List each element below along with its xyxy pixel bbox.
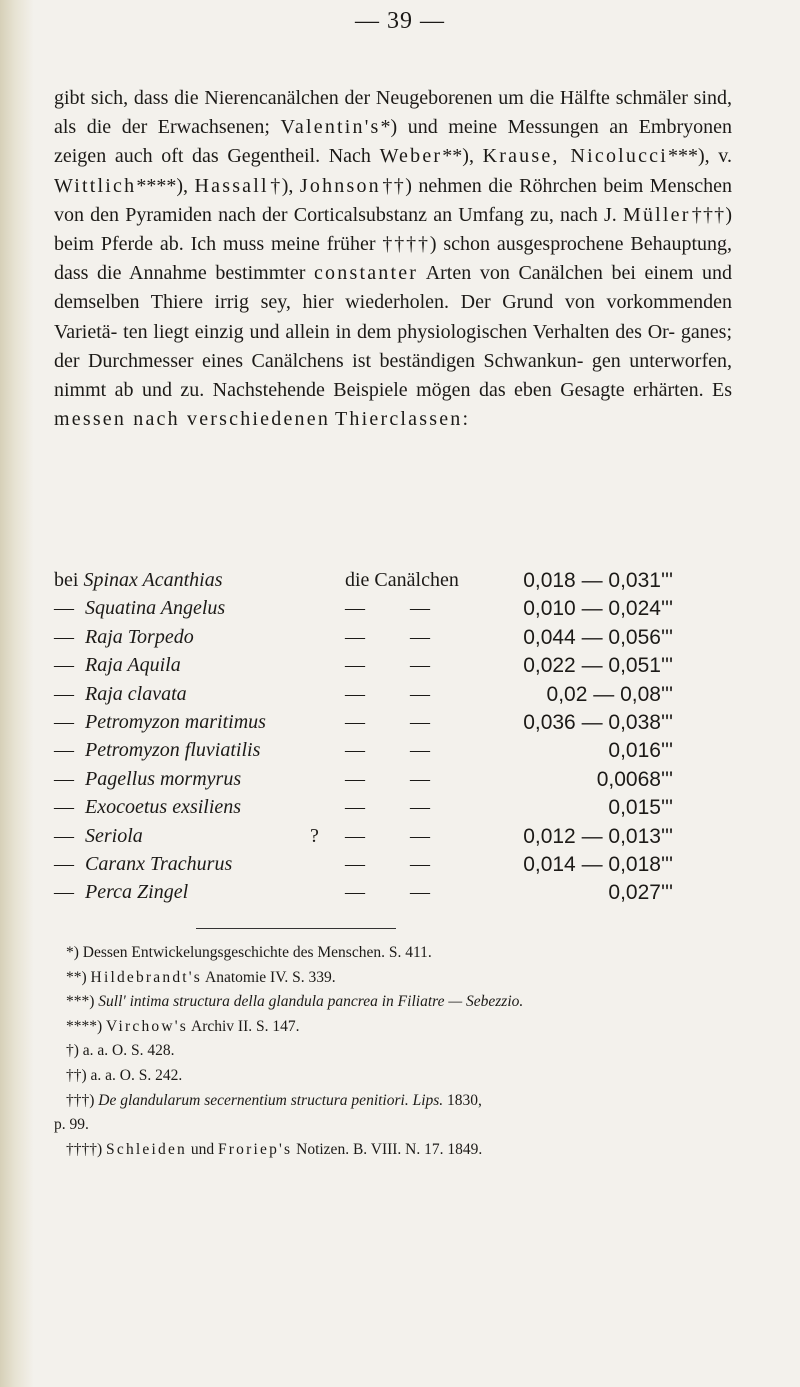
footnote-ref: ***), v. [668, 145, 733, 168]
row-prefix: — [54, 625, 74, 648]
ditto-mark: — [345, 739, 365, 762]
canal-label [345, 626, 430, 649]
ditto-mark: — [345, 824, 365, 847]
footnote-marker: ***) [66, 993, 95, 1011]
row-prefix: — [54, 597, 74, 620]
ditto-mark: — [345, 852, 365, 875]
canal-label [345, 825, 430, 848]
footnote-divider [196, 928, 396, 929]
row-prefix: — [54, 739, 74, 762]
text-line: meine Messungen an Embryonen zeigen auch oft das Gegentheil. [54, 116, 733, 168]
measurement-value: 0,010 — 0,024''' [523, 597, 673, 621]
author-name: Johnson [299, 174, 381, 197]
canal-label [345, 739, 430, 762]
text-line: ganes; der Durchmesser eines Canälchens ist beständigen Schwankun- [54, 320, 733, 372]
author-name: Wittlich [54, 174, 137, 197]
measurement-value: 0,044 — 0,056''' [523, 625, 673, 649]
footnote-title: Sull' intima structura della glandula pancrea in Filiatre — Sebezzio. [98, 993, 524, 1011]
author-name: Müller [622, 203, 691, 226]
emphasis-phrase: Thierclassen: [335, 408, 471, 431]
footnote-ref: ****), [136, 174, 189, 197]
table-row [54, 881, 732, 909]
row-prefix: — [54, 852, 74, 875]
species-name: Petromyzon fluviatilis [85, 739, 261, 762]
ditto-mark: — [410, 739, 430, 762]
footnote-text: Anatomie IV. S. 339. [205, 968, 336, 986]
ditto-mark: — [410, 625, 430, 648]
measurement-value: 0,018 — 0,031''' [523, 569, 673, 592]
species-cell [54, 825, 143, 848]
ditto-mark: — [410, 824, 430, 847]
canal-label [345, 597, 430, 620]
main-paragraph [54, 84, 732, 434]
ditto-mark: — [410, 597, 430, 620]
species-cell [54, 626, 194, 649]
author-name: Valentin's [280, 116, 381, 139]
species-cell [54, 739, 260, 762]
text-line: Hälfte schmäler sind, als die der Erwachsenen; [54, 87, 733, 139]
footnote-author: Hildebrandt's [90, 968, 203, 986]
row-prefix: — [54, 824, 74, 847]
emphasis-word: constanter [313, 262, 419, 285]
measurement-value: 0,036 — 0,038''' [523, 710, 673, 734]
species-name: Raja clavata [85, 682, 187, 705]
species-cell [54, 569, 223, 592]
species-cell [54, 683, 187, 706]
measurement-value: 0,015''' [608, 796, 673, 820]
footnote [66, 1138, 732, 1163]
page-number: — 39 — [355, 8, 445, 34]
ditto-mark: — [410, 710, 430, 733]
ditto-mark: — [345, 682, 365, 705]
footnote-title: De glandularum secernentium structura penitiori. Lips. [98, 1091, 444, 1109]
footnote [66, 990, 732, 1015]
text-span: Arten von Canälchen bei einem und demselben Thiere [54, 262, 732, 314]
species-cell [54, 711, 266, 734]
canal-label [345, 853, 430, 876]
row-prefix: — [54, 682, 74, 705]
row-prefix: — [54, 710, 74, 733]
table-row [54, 768, 732, 796]
table-row [54, 796, 732, 824]
question-mark: ? [310, 824, 319, 847]
species-name: Squatina Angelus [85, 597, 226, 620]
footnote-author: Virchow's [106, 1017, 188, 1035]
species-cell [54, 768, 241, 791]
canal-label [345, 654, 430, 677]
canal-label [345, 569, 459, 592]
author-name: Hassall [194, 174, 269, 197]
text-line: ten liegt einzig und allein in dem physiologischen Verhalten des Or- [123, 320, 676, 343]
ditto-mark: — [345, 796, 365, 819]
footnote-ref: *) und [380, 116, 438, 139]
measurement-value: 0,016''' [608, 739, 673, 763]
author-name: Krause, Nicolucci [482, 145, 669, 168]
ditto-mark: — [410, 654, 430, 677]
emphasis-phrase: messen nach verschiedenen [54, 408, 331, 431]
footnote-marker: †) a. a. O. S. 428. [66, 1042, 175, 1060]
footnote-marker: ****) [66, 1017, 103, 1035]
text-span: J. [603, 203, 617, 226]
species-name: Exocoetus exsiliens [85, 796, 242, 819]
ditto-mark: — [345, 710, 365, 733]
ditto-mark: — [410, 852, 430, 875]
canal-label [345, 683, 430, 706]
measurement-value: 0,022 — 0,051''' [523, 654, 673, 678]
row-prefix: — [54, 881, 74, 904]
measurements-table [54, 569, 732, 910]
species-name: Raja Torpedo [85, 625, 194, 648]
species-name: Seriola [85, 824, 143, 847]
ditto-mark: — [410, 881, 430, 904]
ditto-mark: — [345, 654, 365, 677]
text-span: †††) beim Pferde ab. Ich muss meine früher ††††) [54, 203, 732, 256]
text-line: irrig sey, hier wiederholen. Der Grund von vorkommenden Varietä- [54, 291, 733, 343]
species-name: Perca Zingel [85, 881, 189, 904]
footnote [66, 1015, 732, 1040]
ditto-mark: — [410, 796, 430, 819]
footnote-author: Froriep's [217, 1140, 293, 1158]
canal-label [345, 881, 430, 904]
footnote [66, 1089, 732, 1114]
text-line: gibt sich, dass die Nierencanälchen der Neugeborenen um die [54, 87, 555, 109]
table-row [54, 825, 732, 853]
canal-label [345, 796, 430, 819]
measurement-value: 0,0068''' [596, 767, 673, 791]
row-prefix: — [54, 796, 74, 819]
ditto-mark: — [410, 767, 430, 790]
species-name: Raja Aquila [85, 654, 181, 677]
footnote-text: und [190, 1140, 215, 1158]
footnote [66, 1039, 732, 1064]
footnote [66, 941, 732, 966]
measurement-value: 0,012 — 0,013''' [523, 824, 673, 848]
footnote-text: p. 99. [54, 1116, 89, 1134]
species-name: Spinax Acanthias [83, 569, 223, 591]
species-name: Pagellus mormyrus [85, 767, 242, 790]
page-edge-shadow [0, 0, 34, 1387]
footnote-text: Archiv II. S. 147. [191, 1017, 300, 1035]
table-row [54, 597, 732, 625]
ditto-mark: — [410, 682, 430, 705]
measurement-value: 0,02 — 0,08''' [546, 682, 673, 706]
footnote [66, 966, 732, 991]
footnote-text: 1830, [447, 1091, 482, 1109]
footnote-marker: †††) [66, 1091, 95, 1109]
footnote [54, 1113, 732, 1138]
canal-label [345, 711, 430, 734]
footnote-text: Notizen. B. VIII. N. 17. 1849. [296, 1140, 483, 1158]
ditto-mark: — [345, 597, 365, 620]
measurement-value: 0,027''' [608, 881, 673, 905]
text-span: Nach [328, 145, 371, 168]
column-label: die Canälchen [345, 569, 459, 591]
measurement-value: 0,014 — 0,018''' [523, 852, 673, 876]
table-row [54, 626, 732, 654]
footnote-marker: *) Dessen Entwickelungsgeschichte des Menschen. S. 411. [66, 944, 432, 961]
author-name: Weber [379, 145, 443, 168]
table-row [54, 711, 732, 739]
species-name: Caranx Trachurus [85, 852, 233, 875]
text-span: das eben Gesagte erhärten. Es [478, 379, 732, 402]
species-cell [54, 853, 232, 876]
species-cell [54, 881, 188, 904]
text-line: von den Pyramiden nach der Corticalsubstanz an Umfang zu, nach [54, 203, 598, 226]
table-row [54, 739, 732, 767]
species-name: Petromyzon maritimus [85, 710, 266, 733]
footnote-author: Schleiden [106, 1140, 187, 1158]
species-cell [54, 796, 241, 819]
text-line: gen unterworfen, nimmt ab und zu. Nachstehende Beispiele mögen [54, 349, 732, 402]
ditto-mark: — [345, 881, 365, 904]
footnote-marker: **) [66, 968, 87, 986]
ditto-mark: — [345, 767, 365, 790]
text-line: schon ausgesprochene Behauptung, dass die Annahme bestimmter [54, 233, 733, 285]
table-row [54, 853, 732, 881]
row-prefix: bei [54, 569, 79, 591]
table-row [54, 654, 732, 682]
footnote-marker: ††) a. a. O. S. 242. [66, 1066, 183, 1084]
canal-label [345, 768, 430, 791]
table-row [54, 569, 732, 597]
footnote [66, 1064, 732, 1089]
ditto-mark: — [345, 625, 365, 648]
footnote-ref: †), [268, 174, 294, 197]
table-row [54, 683, 732, 711]
species-cell [54, 654, 181, 677]
footnote-marker: ††††) [66, 1140, 103, 1158]
row-prefix: — [54, 654, 74, 677]
footnotes [54, 941, 732, 1162]
species-cell [54, 597, 225, 620]
row-prefix: — [54, 767, 74, 790]
footnote-ref: **), [442, 145, 474, 168]
text-span: ††) nehmen die Röhrchen beim Menschen [380, 174, 733, 197]
